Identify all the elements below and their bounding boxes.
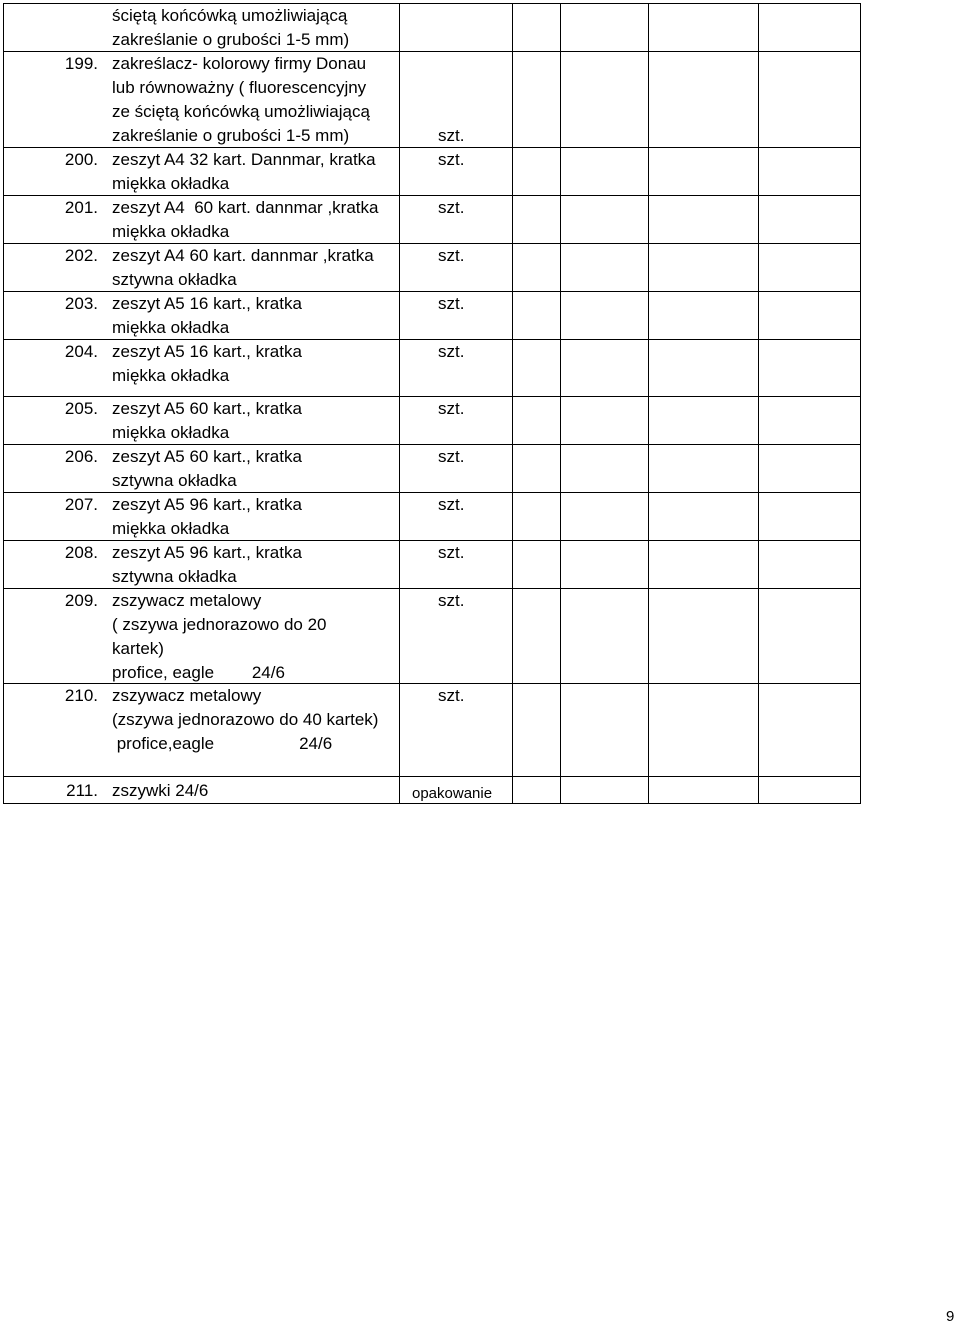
row-unit: szt. (438, 591, 465, 610)
row-199-line-3: ze ściętą końcówką umożliwiającą (112, 102, 370, 121)
row-unit: szt. (438, 126, 465, 145)
page-number: 9 (946, 1308, 955, 1325)
row-203-line-1: zeszyt A5 16 kart., kratka (112, 294, 302, 313)
row-202-line-1: zeszyt A4 60 kart. dannmar ,kratka (112, 246, 374, 265)
row-unit: opakowanie (412, 785, 493, 802)
row-number: 200. (64, 150, 98, 169)
row-205-line-1: zeszyt A5 60 kart., kratka (112, 399, 302, 418)
row-208-line-2: sztywna okładka (112, 567, 237, 586)
row-unit: szt. (438, 150, 465, 169)
row-unit: szt. (438, 198, 465, 217)
row-211-line-1: zszywki 24/6 (112, 781, 209, 800)
row-208-line-1: zeszyt A5 96 kart., kratka (112, 543, 302, 562)
row-unit: szt. (438, 399, 465, 418)
table-line-211 (3, 776, 860, 777)
row-204-line-2: miękka okładka (112, 366, 230, 385)
row-unit: szt. (438, 543, 465, 562)
row-number: 203. (64, 294, 98, 313)
row-unit: szt. (438, 447, 465, 466)
row-210-line-1: zszywacz metalowy (112, 686, 262, 705)
row-205-line-2: miękka okładka (112, 423, 230, 442)
row-200-line-2: miękka okładka (112, 174, 230, 193)
row-number: 201. (64, 198, 98, 217)
row-202-line-2: sztywna okładka (112, 270, 237, 289)
row-number: 209. (64, 591, 98, 610)
row-209-line-2: ( zszywa jednorazowo do 20 (112, 615, 327, 634)
row-number: 211. (66, 781, 98, 800)
row-209-line-4: profice, eagle 24/6 (112, 663, 285, 682)
row-210-line-3: profice,eagle 24/6 (112, 734, 333, 753)
row-203-line-2: miękka okładka (112, 318, 230, 337)
row-number: 202. (64, 246, 98, 265)
row-unit: szt. (438, 495, 465, 514)
row-201-line-1: zeszyt A4 60 kart. dannmar ,kratka (112, 198, 379, 217)
row-201-line-2: miękka okładka (112, 222, 230, 241)
row-unit: szt. (438, 686, 465, 705)
row-207-line-1: zeszyt A5 96 kart., kratka (112, 495, 302, 514)
row-209-line-1: zszywacz metalowy (112, 591, 262, 610)
row-210-line-2: (zszywa jednorazowo do 40 kartek) (112, 710, 379, 729)
row-unit: szt. (438, 246, 465, 265)
row-number: 205. (64, 399, 98, 418)
row-206-line-2: sztywna okładka (112, 471, 237, 490)
row-207-line-2: miękka okładka (112, 519, 230, 538)
row-number: 208. (64, 543, 98, 562)
row-209-line-3: kartek) (112, 639, 164, 658)
row-cont-line-2: zakreślanie o grubości 1-5 mm) (112, 30, 350, 49)
row-number: 206. (64, 447, 98, 466)
row-199-line-2: lub równoważny ( fluorescencyjny (112, 78, 367, 97)
row-number: 210. (64, 686, 98, 705)
row-206-line-1: zeszyt A5 60 kart., kratka (112, 447, 302, 466)
table-border-right (860, 3, 861, 804)
row-number: 199. (64, 54, 98, 73)
row-199-line-4: zakreślanie o grubości 1-5 mm) (112, 126, 350, 145)
row-cont-line-1: ściętą końcówką umożliwiającą (112, 6, 348, 25)
row-204-line-1: zeszyt A5 16 kart., kratka (112, 342, 302, 361)
row-199-line-1: zakreślacz- kolorowy firmy Donau (112, 54, 367, 73)
row-200-line-1: zeszyt A4 32 kart. Dannmar, kratka (112, 150, 376, 169)
row-unit: szt. (438, 342, 465, 361)
row-number: 207. (64, 495, 98, 514)
row-unit: szt. (438, 294, 465, 313)
row-number: 204. (64, 342, 98, 361)
